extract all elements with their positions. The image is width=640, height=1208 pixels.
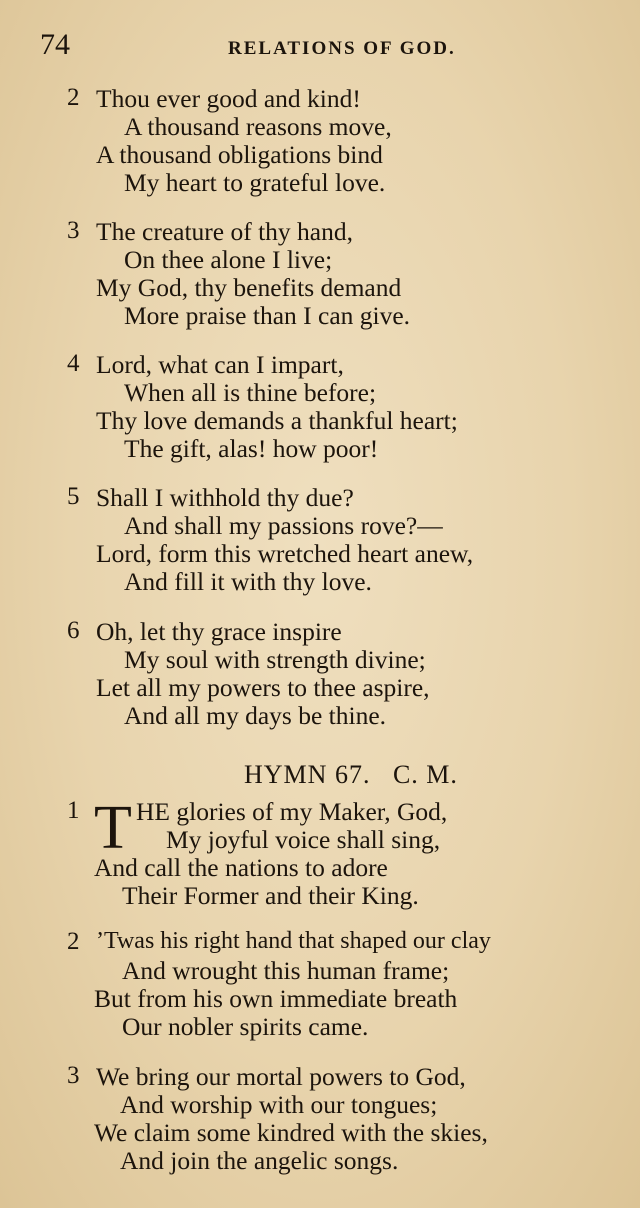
drop-cap: T [94,794,132,862]
running-head: RELATIONS OF GOD. [228,38,456,59]
verse-line: My heart to grateful love. [124,168,386,197]
verse-line: And shall my passions rove?— [124,511,443,540]
verse-line: When all is thine before; [124,378,377,407]
verse-line: We claim some kindred with the skies, [94,1118,488,1147]
verse-line: And wrought this human frame; [122,956,450,985]
verse-line: The creature of thy hand, [96,217,354,246]
verse-line: ’Twas his right hand that shaped our clay [96,928,491,954]
verse-line: On thee alone I live; [124,245,333,274]
verse-line: Thou ever good and kind! [96,84,361,113]
page-number: 74 [40,28,70,61]
verse-line: Shall I withhold thy due? [96,483,354,512]
stanza-number: 2 [67,928,80,955]
verse-line: My joyful voice shall sing, [166,825,441,854]
verse-line: Their Former and their King. [122,881,419,910]
verse-line: HE glories of my Maker, God, [136,797,448,826]
stanza-number: 3 [67,217,80,244]
verse-line: My soul with strength divine; [124,645,426,674]
verse-line: And fill it with thy love. [124,567,372,596]
hymn-title: HYMN 67. C. M. [244,760,458,789]
stanza-number: 6 [67,617,80,644]
verse-line: And join the angelic songs. [120,1146,399,1175]
verse-line: Let all my powers to thee aspire, [96,673,430,702]
verse-line: More praise than I can give. [124,301,411,330]
verse-line: The gift, alas! how poor! [124,434,379,463]
stanza-number: 2 [67,84,80,111]
verse-line: Thy love demands a thankful heart; [96,406,458,435]
stanza-number: 1 [67,797,80,824]
stanza-number: 4 [67,350,80,377]
verse-line: Lord, form this wretched heart anew, [96,539,474,568]
stanza-number: 5 [67,483,80,510]
verse-line: My God, thy benefits demand [96,273,402,302]
verse-line: A thousand obligations bind [96,140,383,169]
verse-line: Oh, let thy grace inspire [96,617,342,646]
stanza-number: 3 [67,1062,80,1089]
verse-line: Our nobler spirits came. [122,1012,369,1041]
verse-line: And call the nations to adore [94,853,388,882]
verse-line: And all my days be thine. [124,701,387,730]
verse-line: A thousand reasons move, [124,112,392,141]
verse-line: And worship with our tongues; [120,1090,438,1119]
verse-line: But from his own immediate breath [94,984,458,1013]
verse-line: We bring our mortal powers to God, [96,1062,466,1091]
verse-line: Lord, what can I impart, [96,350,344,379]
